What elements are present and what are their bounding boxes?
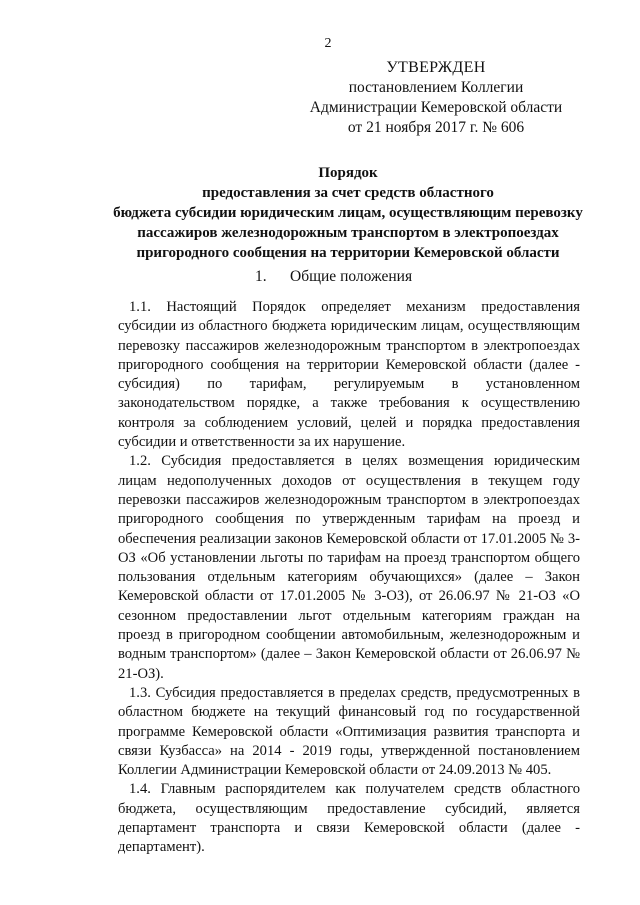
title-line: пассажиров железнодорожным транспортом в электропоездах: [137, 225, 559, 241]
title-line: предоставления за счет средств областного: [202, 185, 494, 201]
section-title: Общие положения: [290, 268, 413, 285]
approval-line: Администрации Кемеровской области: [309, 99, 563, 116]
approval-line: постановлением Коллегии: [348, 79, 524, 96]
paragraph-1-3: 1.3. Субсидия предоставляется в пределах средств, предусмотренных в областном бюджете на текущий финансовый год по государственной программе Кемеровской области «Оптимизация развития транспорта и связи Кузбасса» на 2014 - 2019 годы, утвержденной постановлением Коллегии Администрации Кемеровской области от 24.09.2013 № 405.: [118, 684, 580, 779]
document-body: [118, 298, 580, 858]
paragraph-1-2: 1.2. Субсидия предоставляется в целях возмещения юридическим лицам недополученных доходов от осуществления в текущем году перевозки пассажиров железнодорожным транспортом в электропоездах пригородного сообщения по утвержденным тарифам на проезд и обеспечения реализации законов Кемеровской области от 17.01.2005 № 3-ОЗ «Об установлении льготы по тарифам на проезд транспортом общего пользования отдельным категориям обучающихся» (далее – Закон Кемеровской области от 17.01.2005 № 3-ОЗ), от 26.06.97 № 21-ОЗ «О сезонном предоставлении льгот отдельным категориям граждан на проезд в пригородном сообщении автомобильным, железнодорожным и водным транспортом» (далее – Закон Кемеровской области от 26.06.97 № 21-ОЗ).: [118, 453, 580, 682]
approval-heading: УТВЕРЖДЕН: [386, 59, 486, 76]
title-line: бюджета субсидии юридическим лицам, осуществляющим перевозку: [113, 205, 583, 221]
section-number: 1.: [255, 268, 267, 285]
approval-stamp: [300, 58, 572, 138]
approval-date: от 21 ноября 2017 г. № 606: [347, 119, 525, 136]
title-line: Порядок: [318, 165, 378, 181]
document-title: [108, 163, 588, 263]
page-number: 2: [324, 36, 332, 51]
paragraph-1-4: 1.4. Главным распорядителем как получателем средств областного бюджета, осуществляющим предоставление субсидий, является департамент транспорта и связи Кемеровской области (далее - департамент).: [118, 781, 580, 856]
title-line: пригородного сообщения на территории Кемеровской области: [136, 245, 560, 261]
paragraph-1-1: 1.1. Настоящий Порядок определяет механизм предоставления субсидии из областного бюджета юридическим лицам, осуществляющим перевозку пассажиров железнодорожным транспортом в электропоездах пригородного сообщения на территории Кемеровской области (далее - субсидия) по тарифам, регулируемым в установленном законодательством порядке, а также требования к осуществлению контроля за соблюдением условий, целей и порядка предоставления субсидии и ответственности за их нарушение.: [118, 299, 580, 451]
